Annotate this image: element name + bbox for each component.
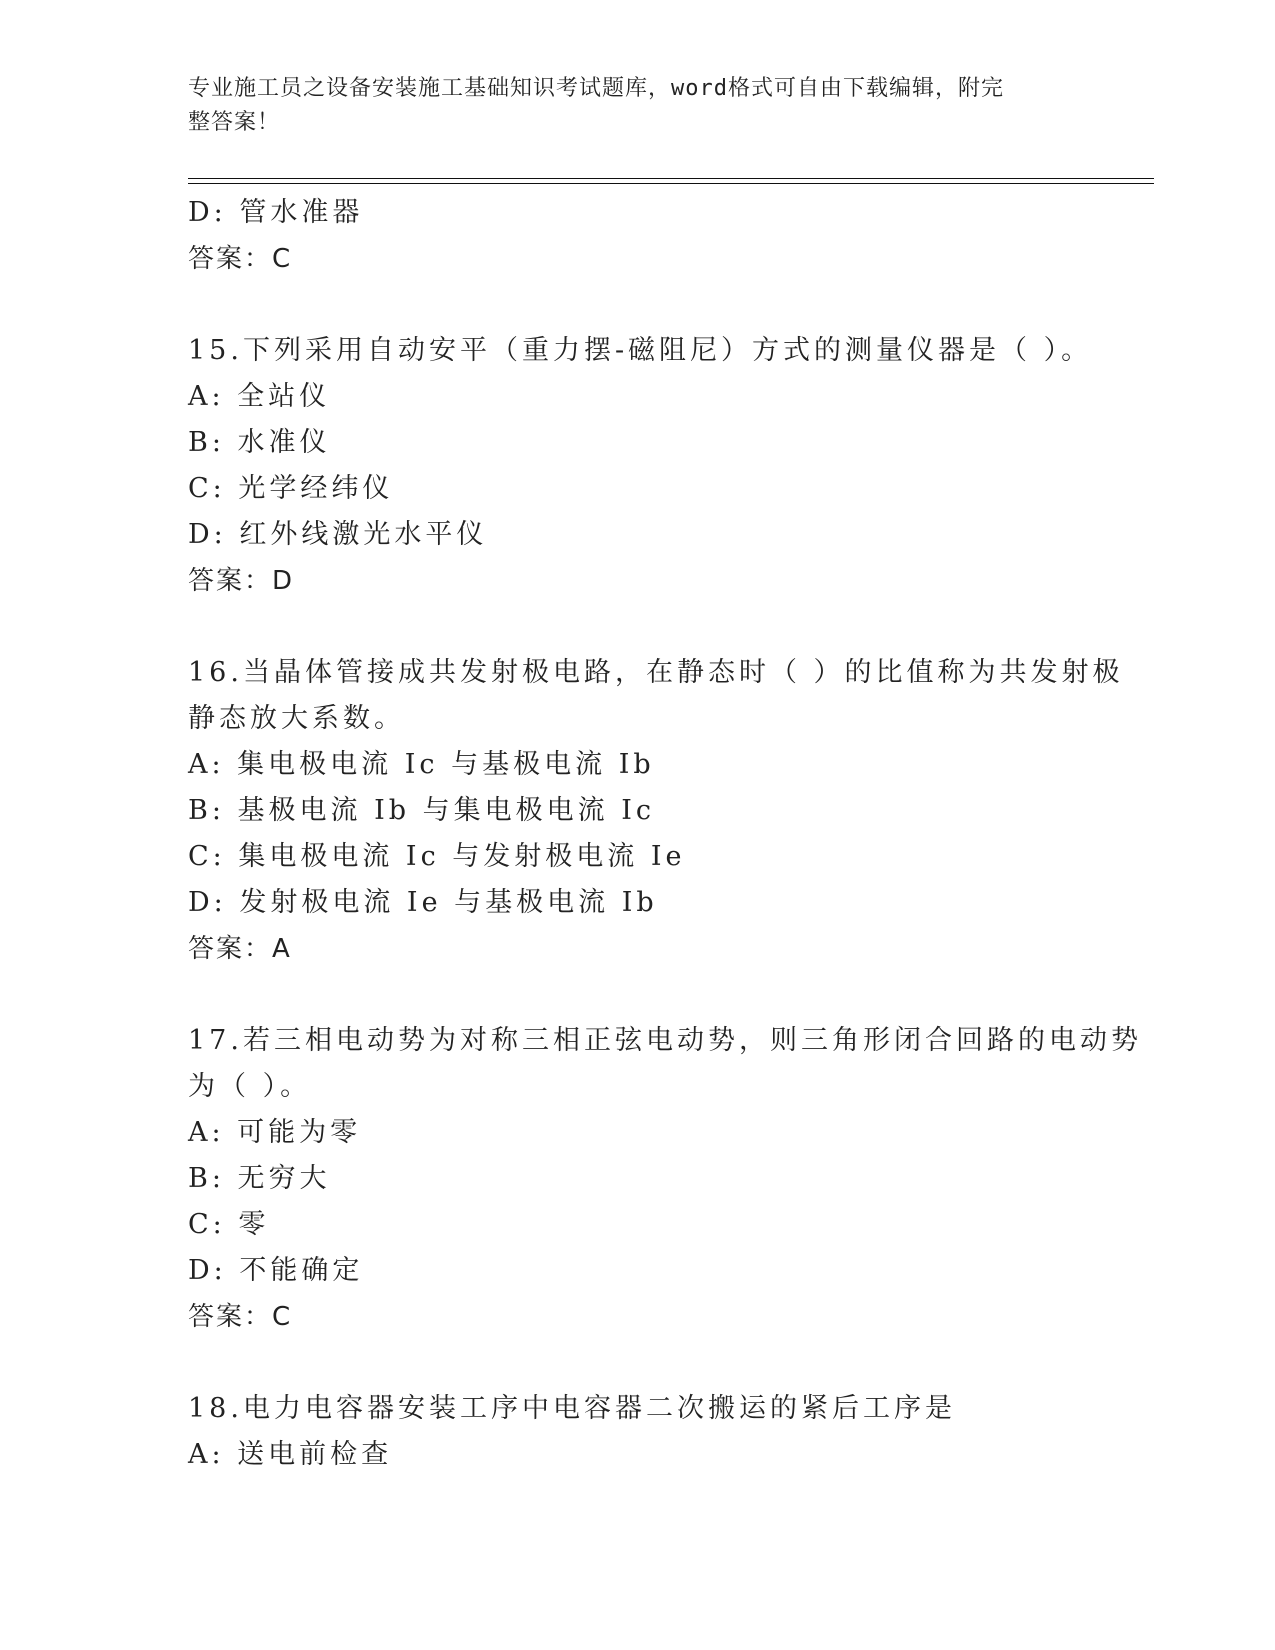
answer-line: 答案：D — [188, 566, 295, 596]
question-stem: 15.下列采用自动安平（重力摆-磁阻尼）方式的测量仪器是（ ）。 — [188, 335, 1093, 366]
question-stem-line-1: 17.若三相电动势为对称三相正弦电动势，则三角形闭合回路的电动势 — [188, 1025, 1142, 1056]
option-c: C: 光学经纬仪 — [188, 473, 394, 504]
option-b: B: 基极电流 Ib 与集电极电流 Ic — [188, 795, 656, 826]
option-d: D: 管水准器 — [188, 197, 364, 228]
question-stem-line-1: 16.当晶体管接成共发射极电路，在静态时（ ）的比值称为共发射极 — [188, 657, 1124, 688]
option-a: A: 集电极电流 Ic 与基极电流 Ib — [188, 749, 655, 780]
answer-line: 答案：A — [188, 934, 292, 964]
option-b: B: 无穷大 — [188, 1163, 331, 1194]
document-header — [188, 72, 1068, 140]
option-b: B: 水准仪 — [188, 427, 331, 458]
option-c: C: 零 — [188, 1209, 270, 1240]
option-a: A: 送电前检查 — [188, 1439, 393, 1470]
question-18 — [188, 1386, 1088, 1478]
question-stem: 18.电力电容器安装工序中电容器二次搬运的紧后工序是 — [188, 1393, 956, 1424]
header-line-2: 整答案！ — [188, 110, 281, 135]
header-divider-bottom — [188, 183, 1154, 184]
header-divider-top — [188, 178, 1154, 179]
option-d: D: 不能确定 — [188, 1255, 364, 1286]
option-d: D: 发射极电流 Ie 与基极电流 Ib — [188, 887, 658, 918]
question-list — [188, 190, 1142, 1478]
option-a: A: 可能为零 — [188, 1117, 362, 1148]
option-a: A: 全站仪 — [188, 381, 331, 412]
question-17 — [188, 1018, 1142, 1340]
answer-line: 答案：C — [188, 244, 293, 274]
option-d: D: 红外线激光水平仪 — [188, 519, 488, 550]
question-stem-line-2: 为（ ）。 — [188, 1071, 312, 1102]
question-16 — [188, 650, 1124, 972]
option-c: C: 集电极电流 Ic 与发射极电流 Ie — [188, 841, 686, 872]
previous-question-tail — [188, 190, 1088, 282]
header-line-1: 专业施工员之设备安装施工基础知识考试题库，word格式可自由下载编辑，附完 — [188, 76, 1004, 101]
question-15 — [188, 328, 1093, 604]
question-stem-line-2: 静态放大系数。 — [188, 703, 405, 734]
answer-line: 答案：C — [188, 1302, 293, 1332]
